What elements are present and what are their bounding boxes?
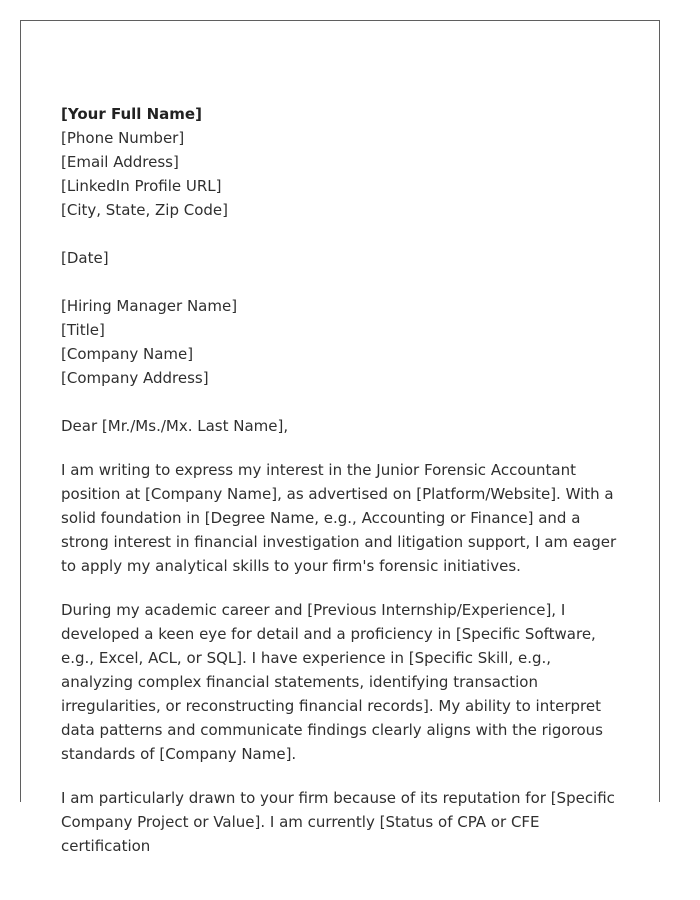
recipient-name: [Hiring Manager Name] <box>61 297 238 315</box>
spacer <box>61 270 626 294</box>
recipient-title: [Title] <box>61 321 105 339</box>
sender-location: [City, State, Zip Code] <box>61 201 229 219</box>
paragraph-intro: I am writing to express my interest in the Junior Forensic Accountant position at [Company Name], as advertised on [Platform/Website]. With a solid foundation in [Degree Name, e.g., Accounting or Finance] and a strong interest in financial investigation and litigation support, I am eager to apply my analytical skills to your firm's forensic initiatives. <box>61 461 617 575</box>
sender-linkedin: [LinkedIn Profile URL] <box>61 177 222 195</box>
letter-date: [Date] <box>61 249 109 267</box>
sender-phone: [Phone Number] <box>61 129 185 147</box>
letter-page <box>20 20 660 855</box>
sender-email: [Email Address] <box>61 153 179 171</box>
paragraph-motivation: I am particularly drawn to your firm because of its reputation for [Specific Company Project or Value]. I am currently [Status of CPA or CFE certification <box>61 789 615 855</box>
spacer <box>61 766 626 786</box>
recipient-address: [Company Address] <box>61 369 209 387</box>
sender-name: [Your Full Name] <box>61 105 202 123</box>
spacer <box>61 578 626 598</box>
paragraph-experience: During my academic career and [Previous Internship/Experience], I developed a keen eye for detail and a proficiency in [Specific Software, e.g., Excel, ACL, or SQL]. I have experience in [Specific Skill, e.g., analyzing complex financial statements, identifying transaction irregularities, or reconstructing financial records]. My ability to interpret data patterns and communicate findings clearly aligns with the rigorous standards of [Company Name]. <box>61 601 603 763</box>
letter-body <box>61 102 626 858</box>
salutation: Dear [Mr./Ms./Mx. Last Name], <box>61 417 289 435</box>
spacer <box>61 438 626 458</box>
spacer <box>61 222 626 246</box>
recipient-company: [Company Name] <box>61 345 194 363</box>
spacer <box>61 390 626 414</box>
